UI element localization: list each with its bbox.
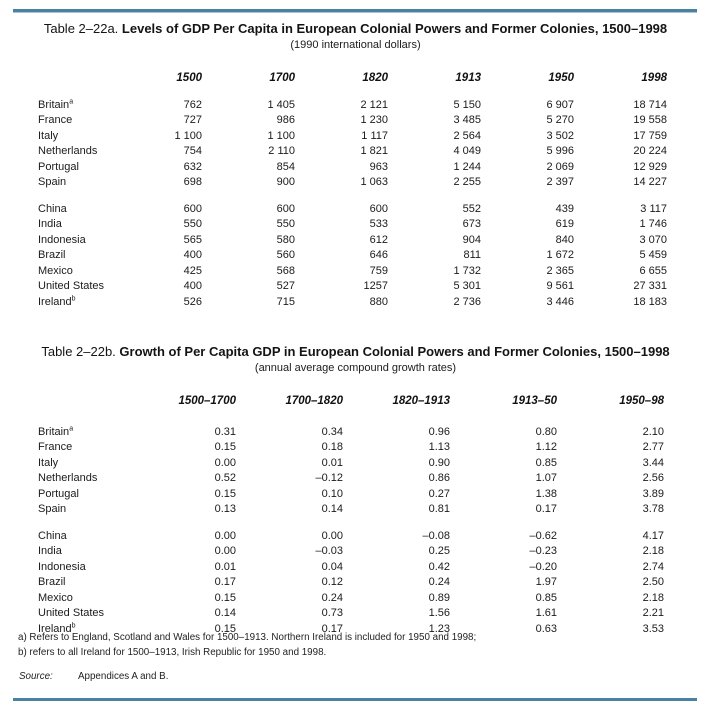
row-label: China bbox=[38, 529, 67, 542]
cell-value: 0.17 bbox=[535, 503, 557, 516]
cell-value: 715 bbox=[276, 295, 295, 308]
row-label: India bbox=[38, 218, 62, 231]
footnotes bbox=[18, 630, 688, 660]
cell-value: 9 561 bbox=[546, 280, 574, 293]
cell-value: 4 049 bbox=[453, 145, 481, 158]
cell-value: –0.08 bbox=[422, 529, 450, 542]
cell-value: 840 bbox=[555, 233, 574, 246]
row-label: France bbox=[38, 114, 73, 127]
cell-value: 3 485 bbox=[453, 114, 481, 127]
cell-value: 533 bbox=[369, 218, 388, 231]
footnote-marker: b bbox=[71, 622, 76, 630]
cell-value: 0.00 bbox=[321, 529, 343, 542]
cell-value: 2.18 bbox=[642, 545, 664, 558]
row-label: Britain$^a$ bbox=[38, 425, 74, 438]
cell-value: 2 255 bbox=[453, 176, 481, 189]
table-row bbox=[38, 559, 664, 575]
cell-value: 18 183 bbox=[633, 295, 667, 308]
cell-value: –0.12 bbox=[315, 472, 343, 485]
row-label: Italy bbox=[38, 456, 59, 469]
cell-value: 1257 bbox=[363, 280, 388, 293]
cell-value: 854 bbox=[276, 160, 295, 173]
table-row bbox=[38, 201, 667, 217]
footnote-b: b) refers to all Ireland for 1500–1913, Irish Republic for 1950 and 1998. bbox=[18, 647, 327, 658]
cell-value: 3 446 bbox=[546, 295, 574, 308]
table-b-header-row bbox=[38, 395, 664, 424]
cell-value: 6 907 bbox=[546, 98, 574, 111]
table-row bbox=[38, 528, 664, 544]
cell-value: 0.13 bbox=[214, 503, 236, 516]
footnote-marker: a bbox=[69, 98, 74, 106]
cell-value: 5 301 bbox=[453, 280, 481, 293]
column-header: 1700 bbox=[269, 72, 295, 84]
cell-value: 904 bbox=[462, 233, 481, 246]
column-header: 1913–50 bbox=[512, 395, 557, 407]
column-header: 1950 bbox=[548, 72, 574, 84]
cell-value: 19 558 bbox=[633, 114, 667, 127]
row-label: Mexico bbox=[38, 264, 73, 277]
table-row bbox=[38, 575, 664, 591]
table-row bbox=[38, 606, 664, 622]
cell-value: 1 100 bbox=[174, 129, 202, 142]
cell-value: 12 929 bbox=[633, 160, 667, 173]
cell-value: –0.23 bbox=[529, 545, 557, 558]
cell-value: 0.85 bbox=[535, 456, 557, 469]
cell-value: 0.86 bbox=[428, 472, 450, 485]
cell-value: 0.00 bbox=[214, 456, 236, 469]
cell-value: 3.89 bbox=[642, 487, 664, 500]
table-row bbox=[38, 502, 664, 518]
footnote-marker: b bbox=[71, 295, 76, 303]
table-row bbox=[38, 128, 667, 144]
row-label: Indonesia bbox=[38, 560, 86, 573]
cell-value: 1.12 bbox=[535, 441, 557, 454]
row-label: United States bbox=[38, 607, 105, 620]
cell-value: 1.61 bbox=[535, 607, 557, 620]
cell-value: 1 746 bbox=[639, 218, 667, 231]
cell-value: –0.03 bbox=[315, 545, 343, 558]
table-b-title-text: Growth of Per Capita GDP in European Colonial Powers and Former Colonies, 1500–1998 bbox=[119, 344, 670, 359]
cell-value: 3.44 bbox=[642, 456, 664, 469]
gdp-levels-table bbox=[38, 72, 667, 310]
table-row bbox=[38, 175, 667, 191]
cell-value: 527 bbox=[276, 280, 295, 293]
gdp-growth-table bbox=[38, 395, 664, 637]
cell-value: 0.31 bbox=[214, 425, 236, 438]
cell-value: 550 bbox=[276, 218, 295, 231]
cell-value: 5 270 bbox=[546, 114, 574, 127]
cell-value: 2 397 bbox=[546, 176, 574, 189]
table-row bbox=[38, 279, 667, 295]
cell-value: 3 502 bbox=[546, 129, 574, 142]
cell-value: 14 227 bbox=[633, 176, 667, 189]
cell-value: 0.80 bbox=[535, 425, 557, 438]
cell-value: 2 121 bbox=[360, 98, 388, 111]
cell-value: 2.18 bbox=[642, 591, 664, 604]
cell-value: 1 672 bbox=[546, 249, 574, 262]
cell-value: 600 bbox=[276, 202, 295, 215]
cell-value: 632 bbox=[183, 160, 202, 173]
cell-value: 0.89 bbox=[428, 591, 450, 604]
cell-value: 565 bbox=[183, 233, 202, 246]
table-row bbox=[38, 159, 667, 175]
cell-value: 3 117 bbox=[640, 202, 667, 215]
table-a-title bbox=[0, 21, 711, 37]
cell-value: 811 bbox=[463, 249, 481, 262]
cell-value: 1.23 bbox=[428, 622, 450, 635]
table-row bbox=[38, 486, 664, 502]
cell-value: 0.24 bbox=[321, 591, 343, 604]
row-label: India bbox=[38, 545, 62, 558]
column-header: 1998 bbox=[641, 72, 667, 84]
cell-value: 880 bbox=[369, 295, 388, 308]
table-row bbox=[38, 590, 664, 606]
column-header: 1913 bbox=[455, 72, 481, 84]
cell-value: 3 070 bbox=[639, 233, 667, 246]
cell-value: 0.90 bbox=[428, 456, 450, 469]
column-header: 1500 bbox=[176, 72, 202, 84]
row-label: Spain bbox=[38, 176, 67, 189]
cell-value: 560 bbox=[276, 249, 295, 262]
cell-value: 0.10 bbox=[321, 487, 343, 500]
cell-value: 0.01 bbox=[214, 560, 236, 573]
cell-value: 1 405 bbox=[267, 98, 295, 111]
table-row bbox=[38, 263, 667, 279]
cell-value: 6 655 bbox=[639, 264, 667, 277]
cell-value: 0.63 bbox=[535, 622, 557, 635]
table-a-title-text: Levels of GDP Per Capita in European Colonial Powers and Former Colonies, 1500–1998 bbox=[121, 21, 668, 36]
table-row bbox=[38, 440, 664, 456]
cell-value: 5 150 bbox=[453, 98, 481, 111]
table-row bbox=[38, 471, 664, 487]
row-label: Britain$^a$ bbox=[38, 98, 74, 111]
cell-value: 0.52 bbox=[214, 472, 236, 485]
cell-value: 1.38 bbox=[535, 487, 557, 500]
cell-value: –0.20 bbox=[529, 560, 557, 573]
cell-value: 0.00 bbox=[214, 545, 236, 558]
cell-value: 0.42 bbox=[428, 560, 450, 573]
corner-cell bbox=[38, 395, 129, 424]
cell-value: 612 bbox=[369, 233, 388, 246]
cell-value: 698 bbox=[183, 176, 202, 189]
cell-value: 0.17 bbox=[321, 622, 343, 635]
cell-value: 0.14 bbox=[321, 503, 343, 516]
table-row bbox=[38, 544, 664, 560]
row-label: Ireland$^b$ bbox=[38, 295, 76, 308]
row-label: Brazil bbox=[38, 576, 66, 589]
cell-value: 5 996 bbox=[546, 145, 574, 158]
cell-value: 439 bbox=[555, 202, 574, 215]
table-b-title bbox=[0, 344, 711, 360]
cell-value: 963 bbox=[369, 160, 388, 173]
cell-value: 1 100 bbox=[267, 129, 295, 142]
cell-value: 2.74 bbox=[642, 560, 664, 573]
cell-value: 0.18 bbox=[321, 441, 343, 454]
row-label: Italy bbox=[38, 129, 59, 142]
row-label: Portugal bbox=[38, 487, 79, 500]
table-b-subtitle: (annual average compound growth rates) bbox=[254, 362, 457, 374]
cell-value: 2.56 bbox=[642, 472, 664, 485]
group-spacer bbox=[38, 517, 664, 528]
column-header: 1820–1913 bbox=[392, 395, 450, 407]
cell-value: 2 069 bbox=[546, 160, 574, 173]
table-b-titleblock bbox=[0, 344, 711, 375]
row-label: Ireland$^b$ bbox=[38, 622, 76, 635]
row-label: Spain bbox=[38, 503, 67, 516]
cell-value: 20 224 bbox=[633, 145, 667, 158]
cell-value: 2.50 bbox=[642, 576, 664, 589]
cell-value: 759 bbox=[369, 264, 388, 277]
row-label: Portugal bbox=[38, 160, 79, 173]
cell-value: 4.17 bbox=[642, 529, 664, 542]
cell-value: 568 bbox=[276, 264, 295, 277]
table-a-subtitle: (1990 international dollars) bbox=[290, 39, 421, 51]
cell-value: 1 117 bbox=[361, 129, 388, 142]
row-label: Netherlands bbox=[38, 472, 98, 485]
cell-value: 2 736 bbox=[453, 295, 481, 308]
cell-value: 400 bbox=[183, 280, 202, 293]
column-header: 1500–1700 bbox=[178, 395, 236, 407]
cell-value: 0.96 bbox=[428, 425, 450, 438]
cell-value: 27 331 bbox=[633, 280, 667, 293]
cell-value: 0.14 bbox=[214, 607, 236, 620]
cell-value: 0.81 bbox=[428, 503, 450, 516]
cell-value: 0.15 bbox=[214, 591, 236, 604]
cell-value: 0.00 bbox=[214, 529, 236, 542]
cell-value: 1 821 bbox=[360, 145, 388, 158]
cell-value: 0.01 bbox=[321, 456, 343, 469]
cell-value: 0.34 bbox=[321, 425, 343, 438]
column-header: 1820 bbox=[362, 72, 388, 84]
cell-value: 0.15 bbox=[214, 487, 236, 500]
cell-value: 1.56 bbox=[428, 607, 450, 620]
table-row bbox=[38, 97, 667, 113]
table-row bbox=[38, 113, 667, 129]
cell-value: 900 bbox=[276, 176, 295, 189]
cell-value: 0.15 bbox=[214, 622, 236, 635]
cell-value: 1 063 bbox=[360, 176, 388, 189]
table-row bbox=[38, 248, 667, 264]
source-line bbox=[19, 671, 168, 682]
row-label: Mexico bbox=[38, 591, 73, 604]
cell-value: 619 bbox=[555, 218, 574, 231]
row-label: United States bbox=[38, 280, 105, 293]
cell-value: 0.85 bbox=[535, 591, 557, 604]
cell-value: 2 365 bbox=[546, 264, 574, 277]
cell-value: 986 bbox=[276, 114, 295, 127]
cell-value: 0.27 bbox=[428, 487, 450, 500]
row-label: France bbox=[38, 441, 73, 454]
cell-value: 2 110 bbox=[268, 145, 295, 158]
cell-value: 727 bbox=[183, 114, 202, 127]
cell-value: 1 230 bbox=[360, 114, 388, 127]
table-row bbox=[38, 144, 667, 160]
source-label: Source: bbox=[19, 671, 53, 682]
cell-value: 600 bbox=[369, 202, 388, 215]
cell-value: 425 bbox=[183, 264, 202, 277]
cell-value: 673 bbox=[462, 218, 481, 231]
cell-value: 0.25 bbox=[428, 545, 450, 558]
group-spacer bbox=[38, 190, 667, 201]
cell-value: 0.12 bbox=[321, 576, 343, 589]
table-a-title-prefix: Table 2–22a. bbox=[43, 21, 122, 36]
cell-value: 754 bbox=[183, 145, 202, 158]
table-row bbox=[38, 455, 664, 471]
table-a-titleblock bbox=[0, 21, 711, 52]
cell-value: 1 244 bbox=[453, 160, 481, 173]
cell-value: 1.97 bbox=[535, 576, 557, 589]
cell-value: 0.04 bbox=[321, 560, 343, 573]
cell-value: –0.62 bbox=[529, 529, 557, 542]
cell-value: 2.10 bbox=[642, 425, 664, 438]
bottom-rule bbox=[13, 698, 697, 701]
cell-value: 5 459 bbox=[639, 249, 667, 262]
cell-value: 2.77 bbox=[642, 441, 664, 454]
cell-value: 526 bbox=[183, 295, 202, 308]
cell-value: 0.15 bbox=[214, 441, 236, 454]
table-row bbox=[38, 294, 667, 310]
cell-value: 1.13 bbox=[428, 441, 450, 454]
cell-value: 0.17 bbox=[214, 576, 236, 589]
cell-value: 550 bbox=[183, 218, 202, 231]
source-text: Appendices A and B. bbox=[78, 671, 169, 682]
table-row bbox=[38, 217, 667, 233]
cell-value: 0.24 bbox=[428, 576, 450, 589]
cell-value: 400 bbox=[183, 249, 202, 262]
cell-value: 646 bbox=[369, 249, 388, 262]
row-label: Brazil bbox=[38, 249, 66, 262]
cell-value: 3.78 bbox=[642, 503, 664, 516]
cell-value: 552 bbox=[462, 202, 481, 215]
cell-value: 18 714 bbox=[633, 98, 667, 111]
cell-value: 580 bbox=[276, 233, 295, 246]
row-label: Indonesia bbox=[38, 233, 86, 246]
corner-cell bbox=[38, 72, 109, 97]
footnote-a: a) Refers to England, Scotland and Wales for 1500–1913. Northern Ireland is included for 1950 and 1998; bbox=[18, 632, 477, 643]
cell-value: 1 732 bbox=[453, 264, 481, 277]
cell-value: 2 564 bbox=[453, 129, 481, 142]
table-row bbox=[38, 232, 667, 248]
table-a-header-row bbox=[38, 72, 667, 97]
cell-value: 0.73 bbox=[321, 607, 343, 620]
footnote-marker: a bbox=[69, 425, 74, 433]
cell-value: 2.21 bbox=[642, 607, 664, 620]
row-label: China bbox=[38, 202, 67, 215]
column-header: 1950–98 bbox=[619, 395, 664, 407]
table-row bbox=[38, 424, 664, 440]
table-b-title-prefix: Table 2–22b. bbox=[41, 344, 120, 359]
column-header: 1700–1820 bbox=[285, 395, 343, 407]
cell-value: 3.53 bbox=[642, 622, 664, 635]
row-label: Netherlands bbox=[38, 145, 98, 158]
cell-value: 1.07 bbox=[535, 472, 557, 485]
top-rule bbox=[13, 9, 697, 13]
cell-value: 762 bbox=[183, 98, 202, 111]
cell-value: 17 759 bbox=[633, 129, 667, 142]
cell-value: 600 bbox=[183, 202, 202, 215]
